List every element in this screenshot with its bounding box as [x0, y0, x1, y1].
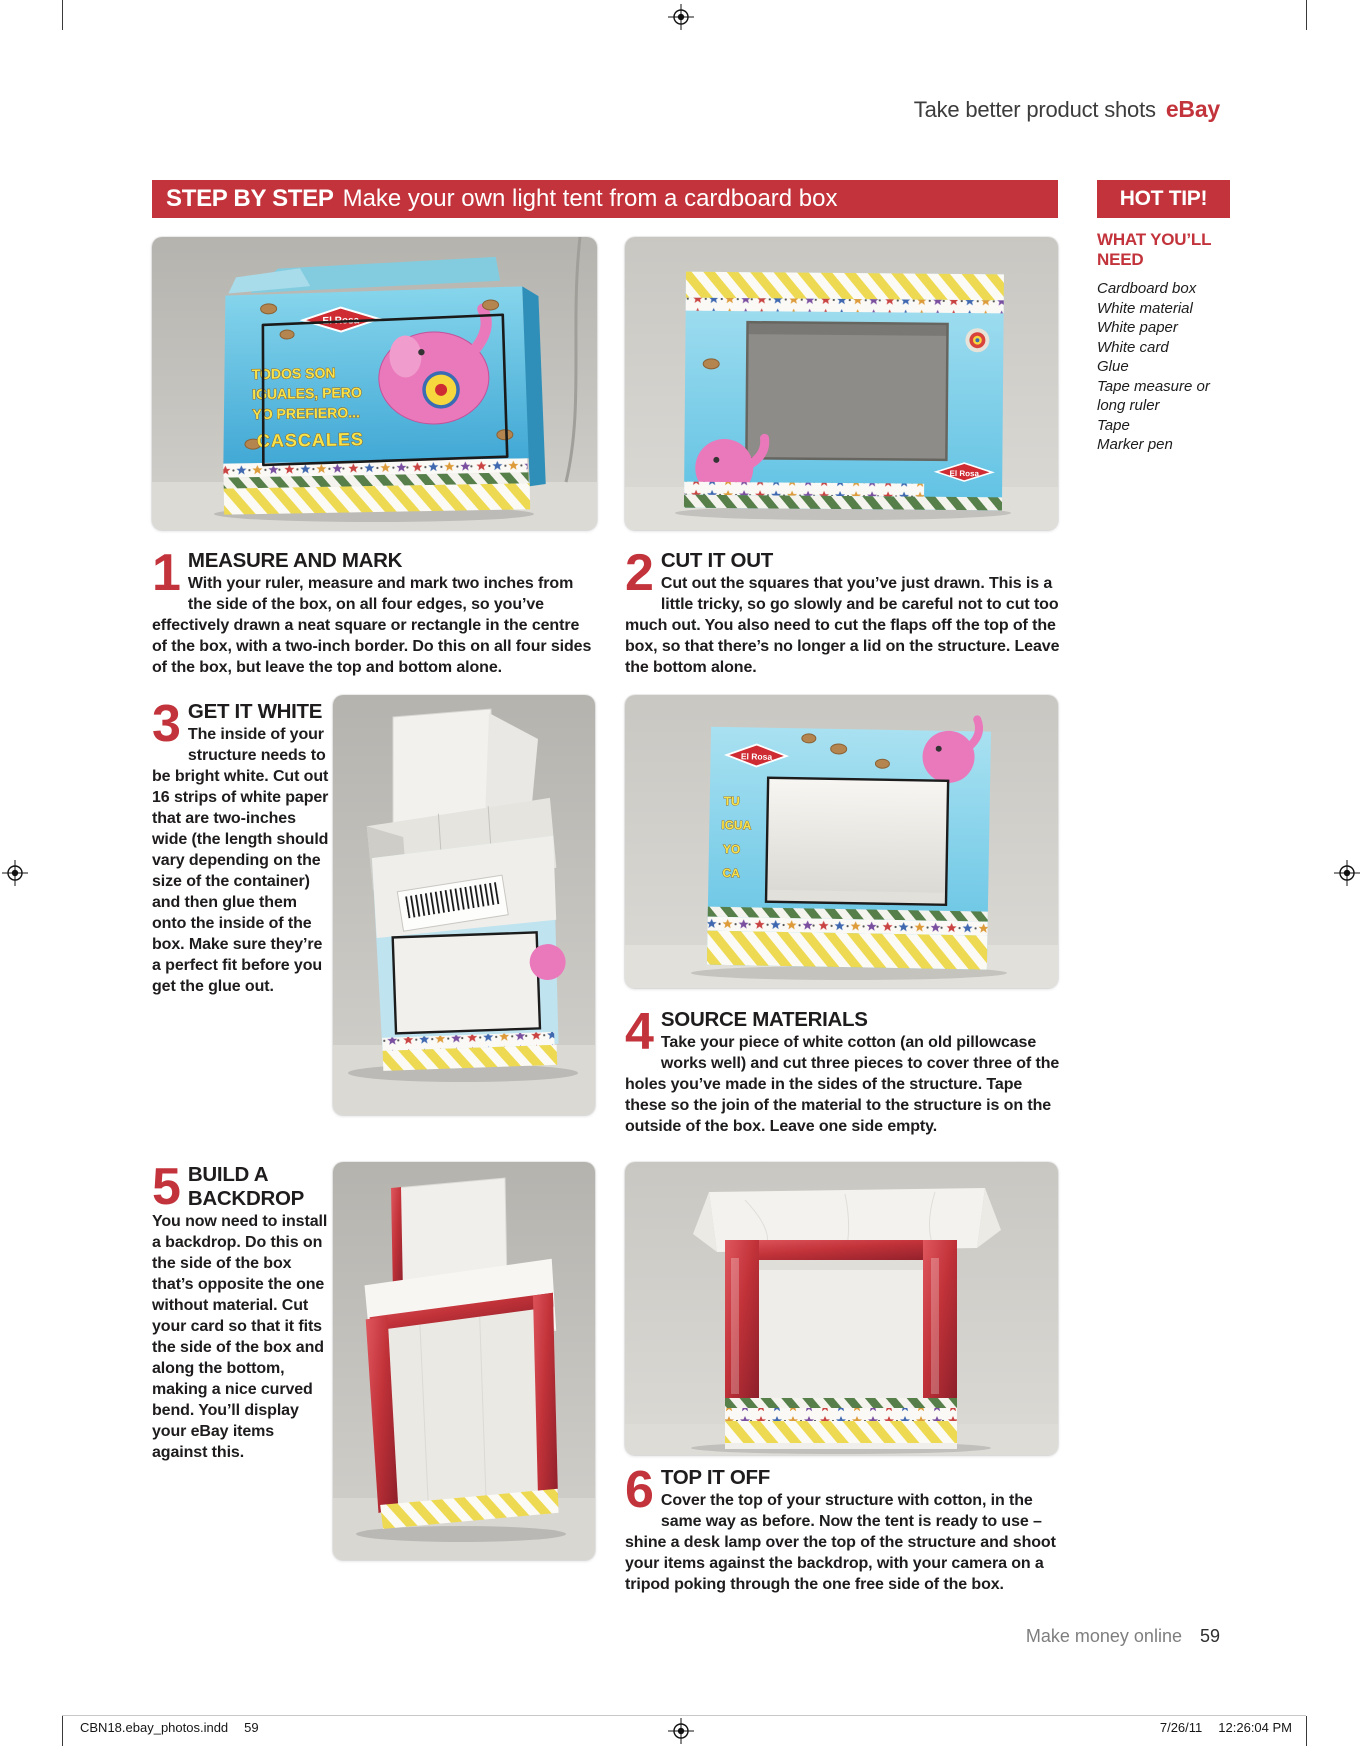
- crop-mark: [1306, 0, 1307, 30]
- step-5: [152, 1158, 332, 1463]
- step-number: 4: [625, 1003, 652, 1061]
- photo-step-3-image: [333, 695, 595, 1115]
- registration-mark-icon: [1334, 860, 1360, 886]
- list-item: White material: [1097, 299, 1193, 317]
- print-slug-right: [1160, 1720, 1292, 1735]
- list-item: Cardboard box: [1097, 280, 1197, 297]
- sidebar-heading: WHAT YOU’LL NEED: [1097, 230, 1211, 269]
- print-date: 7/26/11: [1159, 1720, 1203, 1735]
- indd-filename: CBN18.ebay_photos.indd: [80, 1720, 229, 1735]
- materials-list: [1097, 279, 1237, 455]
- trim-line: [62, 1715, 1306, 1716]
- photo-step-1: [152, 237, 597, 530]
- svg-text:TU: TU: [723, 793, 740, 809]
- white-lined-hole: [393, 932, 540, 1033]
- step-body: You now need to install a backdrop. Do this on the side of the box that’s opposite the one without material. Cut your card so that it fits the side of the box and along the bottom, making a nice curved bend. You’ll display your eBay items against this.: [152, 1213, 328, 1461]
- photo-step-1-image: [152, 237, 597, 530]
- cut-hole: [746, 322, 947, 460]
- step-body: Take your piece of white cotton (an old pillowcase works well) and cut three pieces to cover three of the holes you’ve made in the sides of the structure. Tape these so the join of the material to the structure is on the outside of the box. Leave one side empty.: [625, 1034, 1060, 1135]
- page-footer: [720, 1626, 1220, 1647]
- crop-mark: [62, 1716, 63, 1746]
- step-title: GET IT WHITE: [187, 700, 323, 723]
- step-6: [625, 1461, 1060, 1595]
- list-item: Tape: [1097, 416, 1130, 434]
- photo-step-2: [625, 237, 1058, 530]
- list-item: White card: [1097, 338, 1169, 356]
- step-by-step-banner: [152, 180, 1058, 218]
- red-tape: [725, 1240, 759, 1400]
- step-3: [152, 695, 332, 997]
- photo-step-4: [625, 695, 1058, 988]
- box-brand-text: El Rosa: [740, 751, 773, 762]
- running-head: [520, 96, 1220, 123]
- photo-step-6-image: [625, 1162, 1058, 1455]
- white-lined-hole: [766, 778, 948, 905]
- list-item: Tape measure or long ruler: [1097, 377, 1210, 414]
- photo-step-6: [625, 1162, 1058, 1455]
- step-number: 3: [152, 695, 179, 753]
- step-body: With your ruler, measure and mark two inches from the side of the box, on all four edges, so you’ve effectively drawn a neat square or rectangle in the centre of the box, with a two-inch border. Do this on all four sides of the box, but leave the top and bottom alone.: [152, 575, 592, 676]
- registration-mark-icon: [2, 860, 28, 886]
- svg-text:YO PREFIERO...: YO PREFIERO...: [252, 404, 360, 423]
- cotton-covered-side: [369, 1295, 560, 1513]
- svg-text:YO: YO: [722, 841, 741, 857]
- list-item: Glue: [1097, 358, 1129, 375]
- photo-step-4-image: [625, 695, 1058, 988]
- list-item: Marker pen: [1097, 436, 1173, 453]
- svg-text:CASCALES: CASCALES: [256, 429, 365, 452]
- step-number: 5: [152, 1158, 179, 1216]
- cotton-covered-front: [759, 1260, 923, 1400]
- indd-page: 59: [244, 1720, 259, 1735]
- red-tape: [923, 1240, 957, 1400]
- crop-mark: [1306, 1716, 1307, 1746]
- step-title: TOP IT OFF: [660, 1466, 770, 1489]
- step-4: [625, 1003, 1060, 1137]
- print-slug-left: [80, 1720, 259, 1735]
- step-2: [625, 544, 1060, 678]
- step-number: 6: [625, 1461, 652, 1519]
- step-number: 2: [625, 544, 652, 602]
- photo-step-5-image: [333, 1162, 595, 1560]
- hot-tip-badge: HOT TIP!: [1097, 180, 1230, 218]
- step-title: CUT IT OUT: [660, 549, 773, 572]
- crop-mark: [62, 0, 63, 30]
- svg-text:IGUALES, PERO: IGUALES, PERO: [251, 384, 362, 403]
- photo-step-3: [333, 695, 595, 1115]
- step-body: Cover the top of your structure with cotton, in the same way as before. Now the tent is ready to use – shine a desk lamp over the top of the structure and shoot your items against the backdrop, with your camera on a tripod poking through the one free side of the box.: [625, 1492, 1056, 1593]
- box-brand-text: El Rosa: [949, 468, 979, 479]
- red-tape: [725, 1240, 957, 1260]
- list-item: White paper: [1097, 319, 1178, 336]
- svg-text:IGUA: IGUA: [721, 817, 752, 833]
- banner-kicker: STEP BY STEP: [166, 185, 334, 212]
- step-title: SOURCE MATERIALS: [660, 1008, 868, 1031]
- svg-text:TODOS SON: TODOS SON: [251, 364, 336, 383]
- registration-mark-icon: [668, 4, 694, 30]
- box-brand-text: El Rosa: [322, 315, 360, 327]
- print-time: 12:26:04 PM: [1218, 1720, 1292, 1735]
- step-body: Cut out the squares that you’ve just drawn. This is a little tricky, so go slowly and be careful not to cut too much out. You also need to cut the flaps off the top of the box, so that there’s no longer a lid on the structure. Leave the bottom alone.: [625, 575, 1060, 676]
- step-title: BUILD A BACKDROP: [187, 1163, 304, 1210]
- banner-title: Make your own light tent from a cardboard box: [342, 185, 838, 212]
- step-number: 1: [152, 544, 179, 602]
- footer-section: Make money online: [1025, 1626, 1182, 1646]
- page-number: 59: [1199, 1626, 1220, 1646]
- step-body: The inside of your structure needs to be bright white. Cut out 16 strips of white paper that are two-inches wide (the length should vary depending on the size of the container) and then glue them onto the inside of the box. Make sure they’re a perfect fit before you get the glue out.: [152, 726, 329, 995]
- target-logo: [965, 328, 989, 352]
- what-youll-need-sidebar: [1097, 230, 1237, 455]
- photo-step-2-image: [625, 237, 1058, 530]
- registration-mark-icon: [668, 1718, 694, 1744]
- ebay-logo: eBay: [1165, 96, 1220, 122]
- svg-text:CA: CA: [722, 865, 740, 881]
- photo-step-5: [333, 1162, 595, 1560]
- step-1: [152, 544, 594, 678]
- step-title: MEASURE AND MARK: [187, 549, 403, 572]
- running-head-title: Take better product shots: [913, 97, 1156, 122]
